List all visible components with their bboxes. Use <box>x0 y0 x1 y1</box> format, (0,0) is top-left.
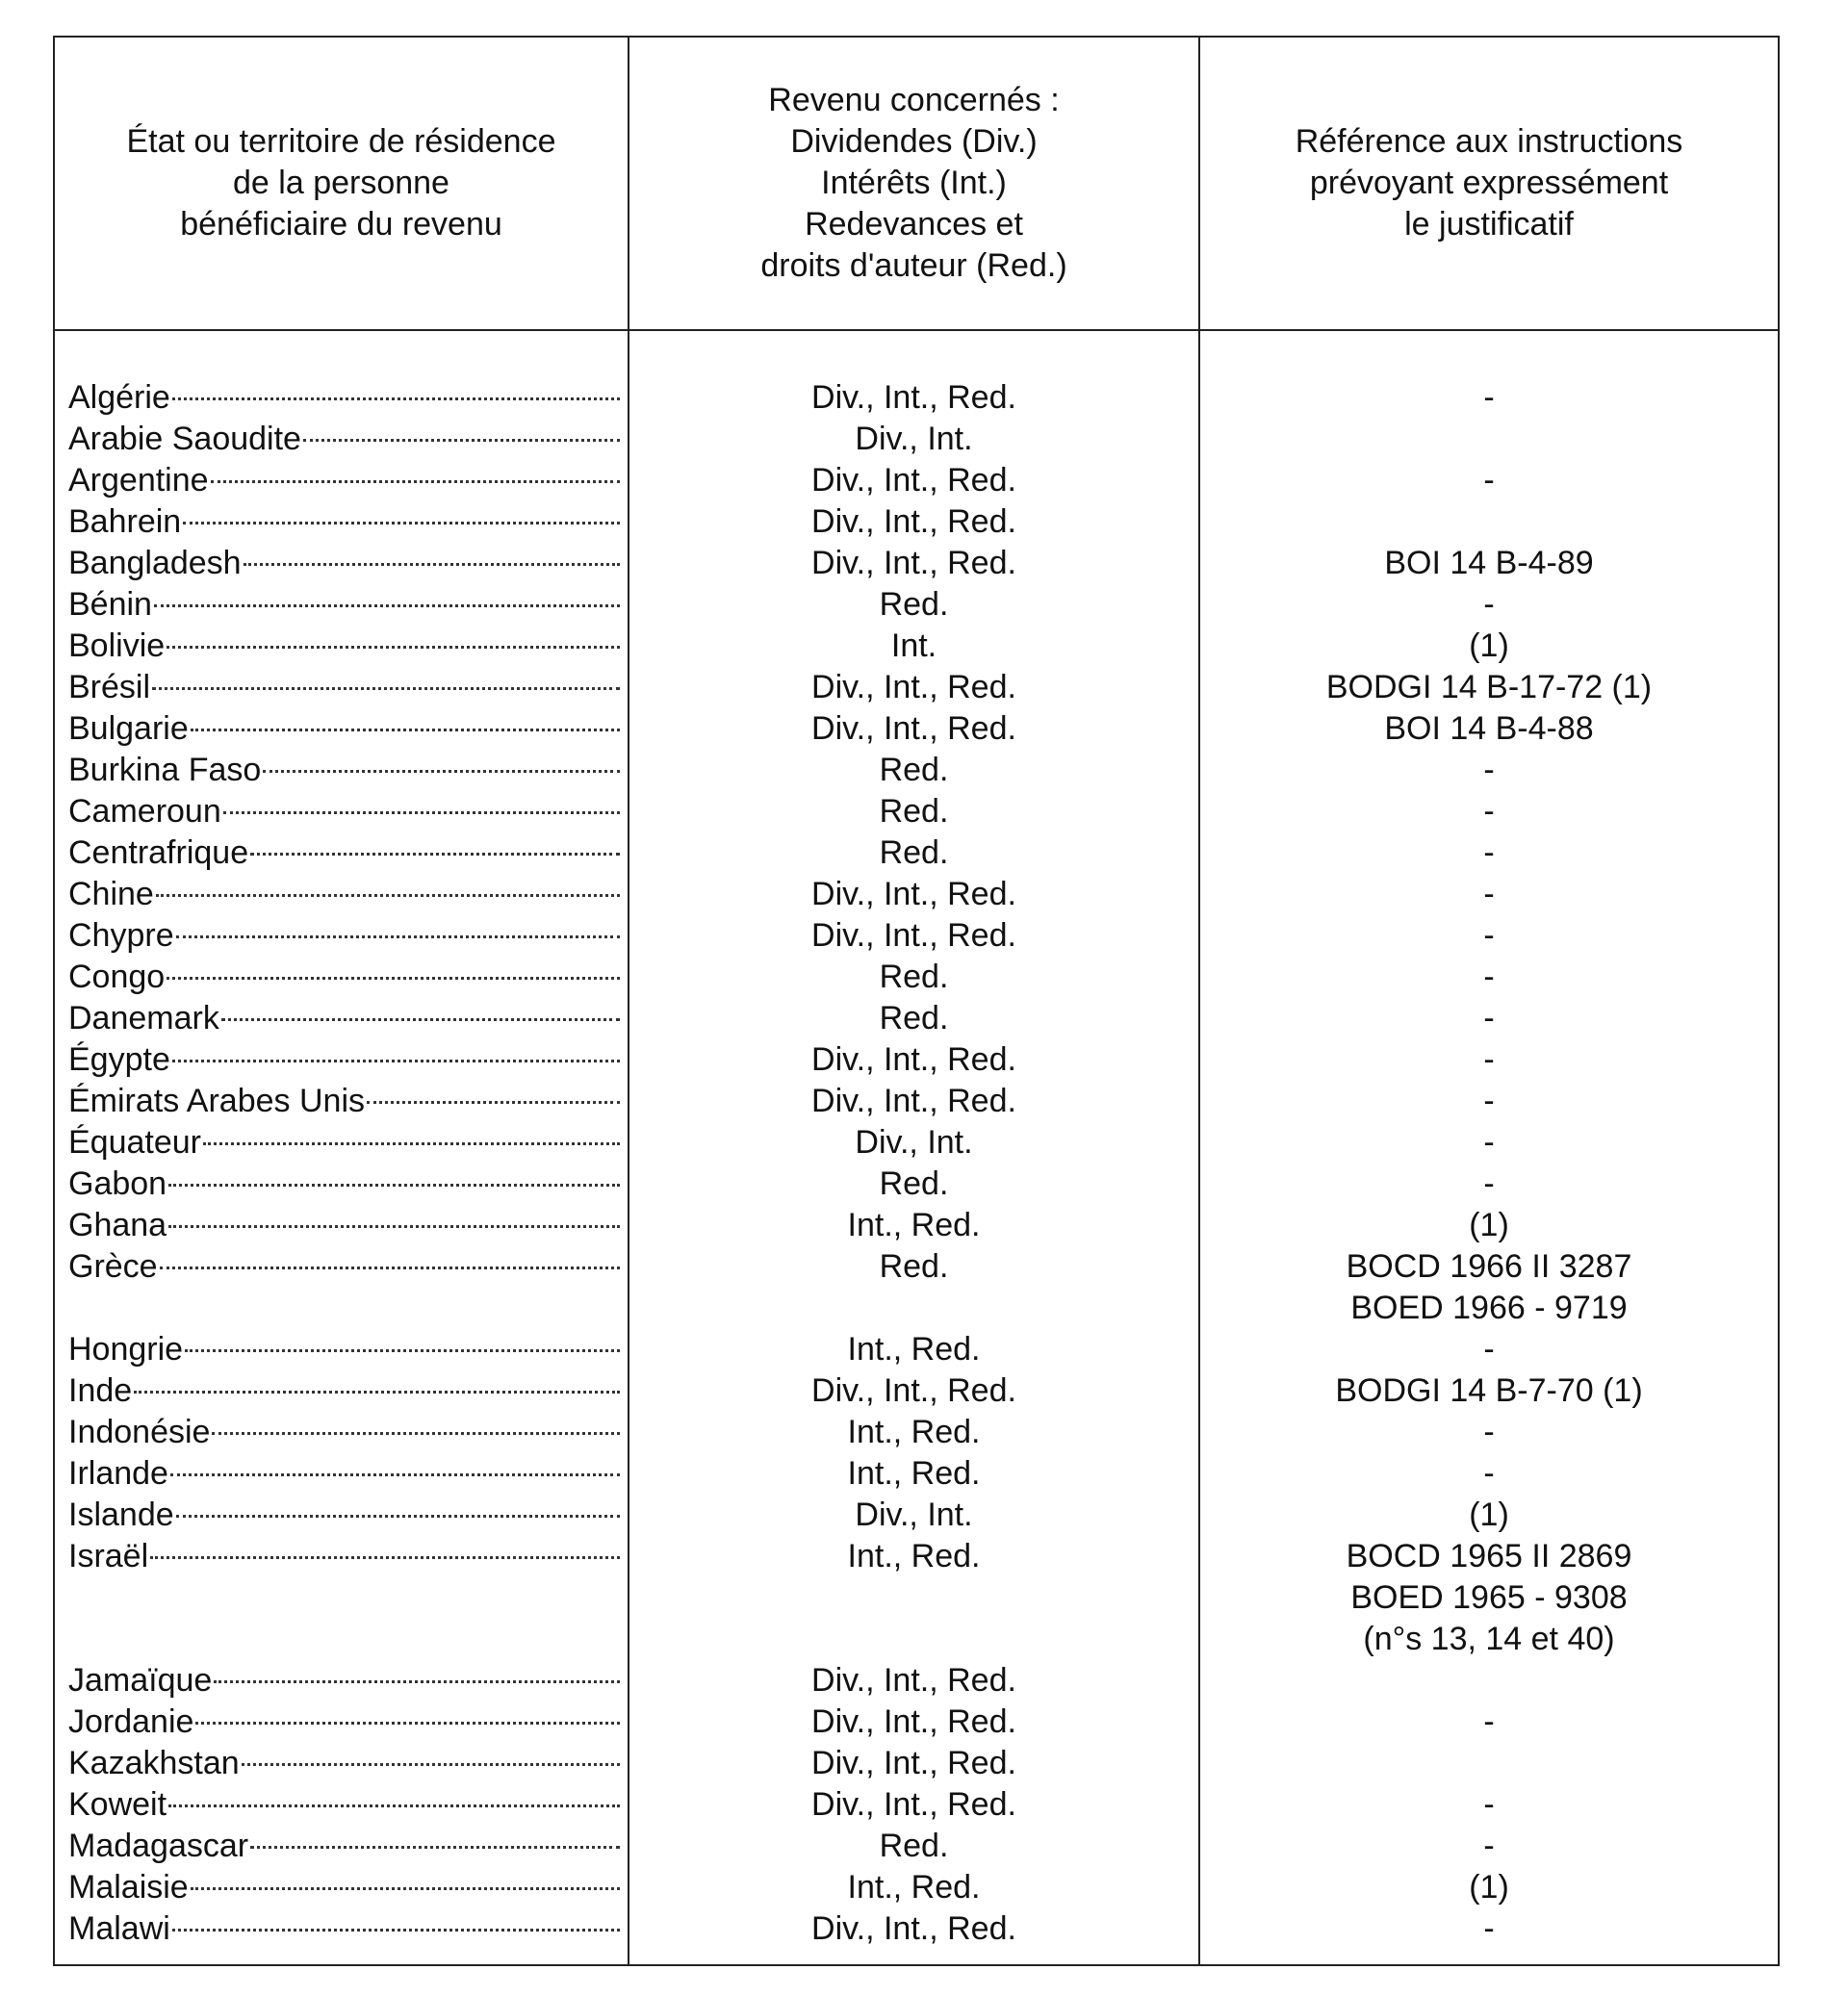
country-cell <box>55 915 628 957</box>
reference-cell: - <box>1483 1786 1495 1823</box>
income-cell: Div., Int. <box>855 421 973 457</box>
reference-cell: - <box>1483 917 1495 954</box>
dot-leader <box>195 1722 620 1725</box>
header-line: Revenu concernés : <box>768 82 1060 118</box>
income-cell: Red. <box>879 1000 949 1036</box>
header-line: droits d'auteur (Red.) <box>760 247 1067 284</box>
country-cell <box>55 1039 628 1081</box>
dot-leader <box>154 604 620 607</box>
country-cell <box>55 708 628 750</box>
header-line: Dividendes (Div.) <box>790 123 1038 160</box>
country-name: Bénin <box>68 586 152 623</box>
dot-leader <box>244 563 620 566</box>
country-cell <box>55 998 628 1039</box>
country-cell <box>55 1867 628 1908</box>
dot-leader <box>160 1267 620 1269</box>
reference-cell: BOED 1966 - 9719 <box>1350 1290 1628 1326</box>
header-residence <box>54 37 629 330</box>
dot-leader <box>172 1929 620 1932</box>
income-cell: Red. <box>879 1248 949 1285</box>
dot-leader <box>303 439 620 442</box>
country-name: Congo <box>68 959 166 995</box>
country-cell <box>55 1826 628 1867</box>
dot-leader <box>223 811 620 814</box>
country-name: Grèce <box>68 1248 158 1285</box>
reference-cell <box>1200 419 1778 460</box>
country-cell <box>55 377 628 419</box>
income-cell: Div., Int., Red. <box>811 1745 1016 1781</box>
dot-leader <box>212 1432 620 1435</box>
reference-cell: BOI 14 B-4-88 <box>1384 710 1594 747</box>
reference-cell <box>1200 1743 1778 1784</box>
header-line: Redevances et <box>805 206 1023 243</box>
country-cell <box>55 1205 628 1246</box>
country-name: Koweit <box>68 1786 167 1823</box>
reference-cell: BOCD 1965 II 2869 <box>1346 1538 1632 1574</box>
header-line: le justificatif <box>1404 206 1574 243</box>
reference-column <box>1199 330 1779 1965</box>
dot-leader <box>172 397 620 400</box>
dot-leader <box>263 770 620 773</box>
income-cell: Div., Int., Red. <box>811 669 1016 705</box>
country-cell <box>55 626 628 667</box>
country-name: Malawi <box>68 1910 170 1947</box>
country-cell <box>55 791 628 832</box>
country-name: Égypte <box>68 1041 170 1078</box>
country-cell <box>55 1122 628 1164</box>
dot-leader <box>168 1225 620 1228</box>
country-name: Danemark <box>68 1000 219 1036</box>
country-name: Centrafrique <box>68 834 249 871</box>
dot-leader <box>156 894 620 897</box>
header-line: État ou territoire de résidence <box>126 123 556 160</box>
country-cell <box>55 1164 628 1205</box>
dot-leader <box>176 935 620 938</box>
country-name: Israël <box>68 1538 149 1574</box>
income-cell: Div., Int. <box>855 1124 973 1161</box>
header-line: prévoyant expressément <box>1309 165 1669 201</box>
country-cell <box>55 874 628 915</box>
income-cell: Div., Int., Red. <box>811 1041 1016 1078</box>
country-name: Bahrein <box>68 503 182 540</box>
country-name: Bangladesh <box>68 545 242 581</box>
reference-cell: - <box>1483 462 1495 499</box>
country-name: Bolivie <box>68 627 166 664</box>
country-name: Indonésie <box>68 1414 211 1450</box>
treaty-table <box>53 36 1780 1966</box>
country-cell <box>55 957 628 998</box>
income-cell: Div., Int., Red. <box>811 876 1016 912</box>
income-cell: Red. <box>879 1165 949 1202</box>
row-spacer <box>55 1577 628 1619</box>
row-spacer <box>629 1619 1198 1660</box>
country-name: Algérie <box>68 379 170 416</box>
income-cell: Red. <box>879 959 949 995</box>
country-column <box>54 330 629 1965</box>
reference-cell: (1) <box>1469 1497 1509 1533</box>
income-cell: Red. <box>879 752 949 788</box>
country-cell <box>55 543 628 584</box>
header-row <box>54 37 1779 330</box>
reference-cell: - <box>1483 1165 1495 1202</box>
header-reference <box>1199 37 1779 330</box>
reference-cell: BODGI 14 B-17-72 (1) <box>1325 669 1653 705</box>
country-name: Émirats Arabes Unis <box>68 1083 365 1119</box>
dot-leader <box>191 729 620 731</box>
dot-leader <box>172 1060 620 1062</box>
reference-cell: - <box>1483 1455 1495 1492</box>
reference-cell: (1) <box>1469 627 1509 664</box>
country-cell <box>55 1453 628 1495</box>
country-cell <box>55 1660 628 1702</box>
country-name: Équateur <box>68 1124 201 1161</box>
header-line: de la personne <box>233 165 449 201</box>
reference-cell: BOED 1965 - 9308 <box>1350 1579 1628 1616</box>
row-spacer <box>629 1577 1198 1619</box>
reference-cell: - <box>1483 1000 1495 1036</box>
income-cell: Div., Int. <box>855 1497 973 1533</box>
reference-cell: - <box>1483 1331 1495 1368</box>
reference-cell: BODGI 14 B-7-70 (1) <box>1335 1372 1643 1409</box>
dot-leader <box>168 1804 620 1807</box>
country-cell <box>55 1536 628 1577</box>
dot-leader <box>134 1391 620 1394</box>
country-name: Islande <box>68 1497 174 1533</box>
reference-cell: - <box>1483 1910 1495 1947</box>
country-cell <box>55 832 628 874</box>
reference-cell: BOCD 1966 II 3287 <box>1346 1248 1632 1285</box>
reference-cell: BOI 14 B-4-89 <box>1384 545 1594 581</box>
country-cell <box>55 1412 628 1453</box>
income-cell: Div., Int., Red. <box>811 545 1016 581</box>
reference-cell: - <box>1483 876 1495 912</box>
country-cell <box>55 1081 628 1122</box>
income-cell: Int. <box>890 627 937 664</box>
country-cell <box>55 750 628 791</box>
country-name: Arabie Saoudite <box>68 421 301 457</box>
country-cell <box>55 419 628 460</box>
country-cell <box>55 1246 628 1288</box>
reference-cell: - <box>1483 834 1495 871</box>
income-cell: Int., Red. <box>847 1869 981 1906</box>
country-name: Bulgarie <box>68 710 189 747</box>
country-cell <box>55 584 628 626</box>
country-cell <box>55 1784 628 1826</box>
reference-cell: - <box>1483 1041 1495 1078</box>
country-cell <box>55 501 628 543</box>
income-column <box>629 330 1199 1965</box>
income-cell: Div., Int., Red. <box>811 1662 1016 1699</box>
income-cell: Int., Red. <box>847 1455 981 1492</box>
dot-leader <box>150 1556 620 1559</box>
income-cell: Div., Int., Red. <box>811 1372 1016 1409</box>
reference-cell: - <box>1483 793 1495 830</box>
country-cell <box>55 1702 628 1743</box>
income-cell: Red. <box>879 834 949 871</box>
reference-cell: (1) <box>1469 1207 1509 1243</box>
row-spacer <box>55 1619 628 1660</box>
country-name: Inde <box>68 1372 133 1409</box>
reference-cell <box>1200 1660 1778 1702</box>
header-line: Intérêts (Int.) <box>821 165 1007 201</box>
country-name: Jordanie <box>68 1703 194 1740</box>
income-cell: Div., Int., Red. <box>811 462 1016 499</box>
income-cell: Div., Int., Red. <box>811 503 1016 540</box>
country-name: Cameroun <box>68 793 221 830</box>
country-name: Hongrie <box>68 1331 184 1368</box>
income-cell: Div., Int., Red. <box>811 1703 1016 1740</box>
dot-leader <box>214 1680 620 1683</box>
country-cell <box>55 1370 628 1412</box>
country-name: Irlande <box>68 1455 168 1492</box>
reference-cell: - <box>1483 1703 1495 1740</box>
income-cell: Int., Red. <box>847 1538 981 1574</box>
dot-leader <box>242 1763 620 1766</box>
row-spacer <box>55 1288 628 1329</box>
reference-cell: (n°s 13, 14 et 40) <box>1363 1621 1615 1657</box>
income-cell: Div., Int., Red. <box>811 1083 1016 1119</box>
reference-cell <box>1200 501 1778 543</box>
country-cell <box>55 1743 628 1784</box>
dot-leader <box>191 1887 620 1890</box>
dot-leader <box>183 522 620 525</box>
income-cell: Red. <box>879 793 949 830</box>
dot-leader <box>167 977 620 980</box>
country-name: Gabon <box>68 1165 167 1202</box>
dot-leader <box>211 480 620 483</box>
country-name: Burkina Faso <box>68 752 262 788</box>
income-cell: Red. <box>879 586 949 623</box>
country-cell <box>55 1329 628 1370</box>
country-name: Argentine <box>68 462 209 499</box>
country-name: Chypre <box>68 917 174 954</box>
country-name: Madagascar <box>68 1828 249 1864</box>
header-line: Référence aux instructions <box>1295 123 1683 160</box>
row-spacer <box>629 1288 1198 1329</box>
dot-leader <box>152 687 620 690</box>
country-name: Ghana <box>68 1207 167 1243</box>
body-row <box>54 330 1779 1965</box>
country-name: Malaisie <box>68 1869 189 1906</box>
income-cell: Div., Int., Red. <box>811 710 1016 747</box>
dot-leader <box>168 1184 620 1187</box>
income-cell: Div., Int., Red. <box>811 379 1016 416</box>
dot-leader <box>250 853 620 856</box>
header-line: bénéficiaire du revenu <box>180 206 502 243</box>
dot-leader <box>167 646 620 649</box>
dot-leader <box>170 1473 620 1476</box>
income-cell: Div., Int., Red. <box>811 917 1016 954</box>
reference-cell: - <box>1483 752 1495 788</box>
country-name: Kazakhstan <box>68 1745 240 1781</box>
dot-leader <box>185 1349 620 1352</box>
income-cell: Red. <box>879 1828 949 1864</box>
country-cell <box>55 1495 628 1536</box>
dot-leader <box>203 1142 620 1145</box>
country-name: Chine <box>68 876 154 912</box>
dot-leader <box>250 1846 620 1849</box>
income-cell: Int., Red. <box>847 1414 981 1450</box>
country-cell <box>55 1908 628 1950</box>
header-income-types <box>629 37 1199 330</box>
reference-cell: - <box>1483 1083 1495 1119</box>
reference-cell: - <box>1483 1124 1495 1161</box>
reference-cell: - <box>1483 586 1495 623</box>
country-name: Brésil <box>68 669 151 705</box>
income-cell: Div., Int., Red. <box>811 1786 1016 1823</box>
dot-leader <box>221 1018 620 1021</box>
income-cell: Int., Red. <box>847 1207 981 1243</box>
reference-cell: - <box>1483 379 1495 416</box>
income-cell: Int., Red. <box>847 1331 981 1368</box>
reference-cell: (1) <box>1469 1869 1509 1906</box>
dot-leader <box>176 1515 620 1518</box>
reference-cell: - <box>1483 959 1495 995</box>
country-cell <box>55 460 628 501</box>
dot-leader <box>367 1101 620 1104</box>
country-cell <box>55 667 628 708</box>
income-cell: Div., Int., Red. <box>811 1910 1016 1947</box>
country-name: Jamaïque <box>68 1662 213 1699</box>
reference-cell: - <box>1483 1828 1495 1864</box>
reference-cell: - <box>1483 1414 1495 1450</box>
